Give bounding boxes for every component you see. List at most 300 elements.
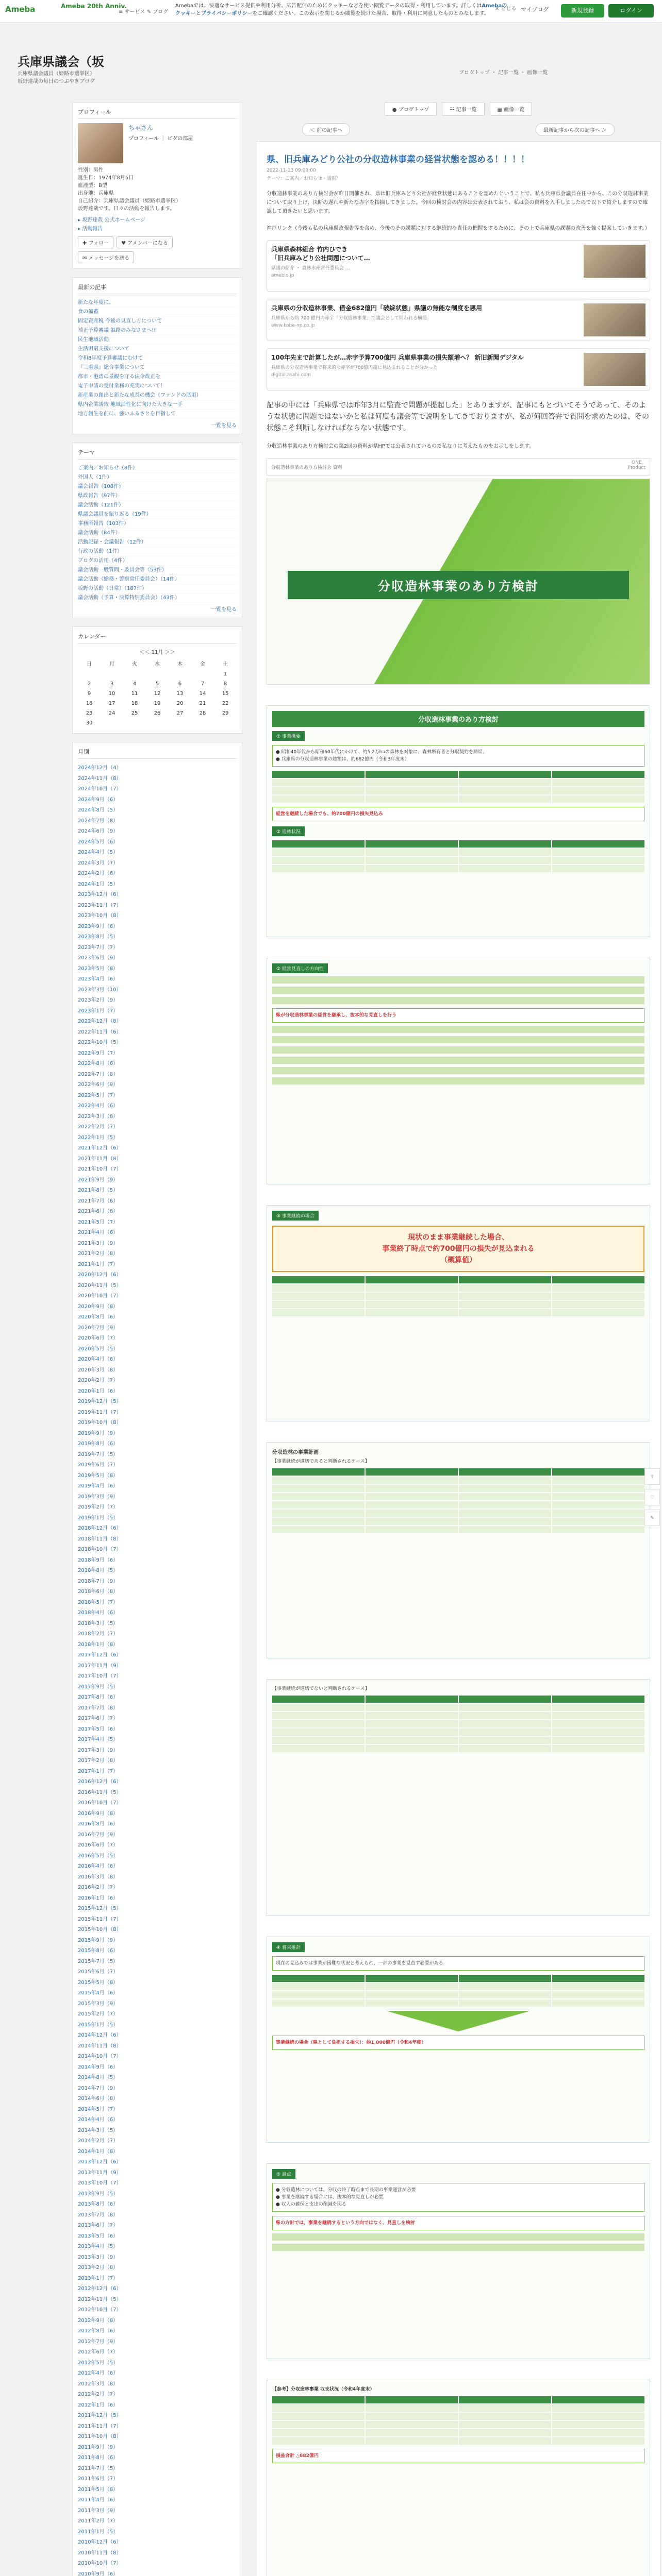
recent-article-link[interactable]: 生活困窮支援について (78, 345, 237, 354)
card-title: 兵庫県森林組合 竹内ひでき 「旧兵庫みどり公社問題について… (271, 246, 370, 262)
archive-month-link[interactable]: 2014年7月（9） (78, 2085, 119, 2091)
archive-month-link[interactable]: 2018年1月（8） (78, 1641, 119, 1648)
archive-month-link[interactable]: 2016年10月（7） (78, 1800, 122, 1806)
archive-month-link[interactable]: 2018年3月（5） (78, 1620, 119, 1626)
archive-month-link[interactable]: 2024年10月（7） (78, 786, 122, 792)
sidebar (72, 102, 242, 2576)
archive-month-link[interactable]: 2011年9月（9） (78, 2444, 119, 2450)
archive-month-link[interactable]: 2019年7月（5） (78, 1451, 119, 1458)
archive-month-link[interactable]: 2014年10月（7） (78, 2054, 122, 2059)
archive-month-link[interactable]: 2021年5月（7） (78, 1219, 119, 1225)
theme-link[interactable]: 議会報告（108件） (78, 482, 237, 492)
archive-month-link[interactable]: 2018年6月（8） (78, 1589, 119, 1595)
main-nav-button[interactable]: ▦ 画像一覧 (490, 102, 533, 116)
archive-month-link[interactable]: 2018年2月（7） (78, 1631, 119, 1637)
archive-month-link[interactable]: 2022年10月（5） (78, 1040, 122, 1045)
archive-month-link[interactable]: 2017年12月（6） (78, 1652, 122, 1658)
calendar-day[interactable]: 1 (223, 671, 227, 677)
archive-month-link[interactable]: 2023年8月（5） (78, 934, 119, 940)
calendar-day (123, 669, 146, 679)
calendar-day[interactable]: 16 (86, 701, 93, 706)
archive-month-link[interactable]: 2013年12月（6） (78, 2159, 122, 2165)
slide-line: ● 事業を継続する場合には、抜本的な見直しが必要 (276, 2195, 384, 2200)
archive-month-link[interactable]: 2015年3月（9） (78, 2001, 119, 2007)
archive-month-link[interactable]: 2017年9月（5） (78, 1684, 119, 1690)
slide-7-red: 県の方針では、事業を継続するという方向ではなく、見直しを検討 (272, 2216, 644, 2230)
archive-month-link[interactable]: 2016年3月（8） (78, 1874, 119, 1880)
archive-month-link[interactable]: 2022年4月（6） (78, 1103, 119, 1109)
slide-6 (267, 1937, 650, 2143)
archive-month-link[interactable]: 2012年4月（6） (78, 2370, 119, 2376)
archive-month-link[interactable]: 2013年6月（7） (78, 2223, 119, 2228)
amember-button[interactable]: ♥ アメンバーになる (117, 236, 173, 248)
archive-month-link[interactable]: 2013年11月（9） (78, 2170, 122, 2176)
archive-month-link[interactable]: 2012年8月（6） (78, 2328, 119, 2334)
archive-month-link[interactable]: 2015年10月（8） (78, 1927, 122, 1933)
theme-link[interactable]: 事務所報告（103件） (78, 519, 237, 529)
calendar-day[interactable]: 2 (87, 681, 91, 687)
archive-month-link[interactable]: 2011年6月（7） (78, 2476, 119, 2482)
archive-month-link[interactable]: 2021年11月（8） (78, 1156, 122, 1162)
archive-month-link[interactable]: 2017年11月（9） (78, 1663, 122, 1669)
archive-month-link[interactable]: 2021年3月（9） (78, 1240, 119, 1246)
calendar-day[interactable]: 19 (154, 701, 161, 706)
archive-month-link[interactable]: 2011年10月（8） (78, 2434, 122, 2439)
archive-month-link[interactable]: 2015年11月（7） (78, 1916, 122, 1922)
theme-link[interactable]: 坂野の活動（日常）（187件） (78, 584, 237, 594)
calendar-day (191, 669, 214, 679)
archive-month-link[interactable]: 2022年8月（6） (78, 1061, 119, 1066)
main-nav-button[interactable]: ☷ 記事一覧 (442, 102, 484, 116)
calendar-day[interactable]: 3 (110, 681, 114, 687)
archive-month-link[interactable]: 2013年3月（9） (78, 2254, 119, 2260)
cookie-notice (175, 2, 510, 18)
archive-month-link[interactable]: 2017年3月（9） (78, 1747, 119, 1753)
archive-month-link[interactable]: 2023年1月（7） (78, 1008, 119, 1014)
archive-month-link[interactable]: 2024年11月（8） (78, 775, 122, 782)
archive-month-link[interactable]: 2015年6月（7） (78, 1969, 119, 1975)
main-nav-button[interactable]: ● ブログトップ (385, 102, 437, 116)
archive-month-link[interactable]: 2017年8月（6） (78, 1694, 119, 1700)
follow-button[interactable]: ✚ フォロー (78, 236, 113, 248)
archive-month-link[interactable]: 2024年12月（4） (78, 765, 122, 771)
main-content (256, 102, 661, 2576)
theme-link[interactable]: 県議会議員を振り返る（19件） (78, 510, 237, 519)
my-blog-link[interactable]: マイブログ (521, 6, 549, 13)
floating-share-bar (644, 1468, 660, 1530)
archive-month-link[interactable]: 2014年8月（5） (78, 2075, 119, 2080)
recent-article-link[interactable]: 補正予算審議 姫路のみなさまへ!! (78, 326, 237, 335)
archive-month-link[interactable]: 2017年5月（6） (78, 1726, 119, 1732)
archive-month-link[interactable]: 2011年7月（5） (78, 2465, 119, 2471)
archive-month-link[interactable]: 2016年4月（6） (78, 1863, 119, 1869)
archive-month-link[interactable]: 2019年2月（7） (78, 1504, 119, 1510)
comment-icon[interactable]: ✎ (644, 1510, 660, 1526)
embed-title: 分収造林事業のあり方検討会 資料 (271, 465, 342, 470)
theme-link[interactable]: 議会活動（予算・決算特別委員会）（43件） (78, 594, 237, 603)
archive-month-link[interactable]: 2012年12月（6） (78, 2286, 122, 2292)
archive-month-link[interactable]: 2024年4月（5） (78, 850, 119, 855)
calendar-day[interactable]: 18 (131, 701, 138, 706)
like-icon[interactable]: ♡ (644, 1489, 660, 1505)
archive-month-link[interactable]: 2024年7月（8） (78, 818, 119, 824)
recent-article-link[interactable]: 地方創生を前に、強いふるさとを目指して (78, 410, 237, 419)
archive-month-link[interactable]: 2017年1月（7） (78, 1768, 119, 1774)
archive-month-link[interactable]: 2015年12月（5） (78, 1906, 122, 1911)
archive-month-link[interactable]: 2013年9月（5） (78, 2191, 119, 2197)
archive-month-link[interactable]: 2024年3月（7） (78, 860, 119, 866)
recent-article-link[interactable]: 『三重県』総合事業について (78, 363, 237, 372)
link-card-2[interactable] (267, 299, 650, 341)
calendar-day[interactable]: 17 (108, 701, 115, 706)
archive-month-link[interactable]: 2010年9月（6） (78, 2571, 119, 2576)
archive-month-link[interactable]: 2014年11月（8） (78, 2043, 122, 2049)
message-button[interactable]: ✉ メッセージを送る (78, 251, 134, 263)
calendar-day[interactable]: 11 (131, 691, 138, 697)
archive-month-link[interactable]: 2020年8月（6） (78, 1314, 119, 1320)
archive-month-link[interactable]: 2023年3月（10） (78, 987, 122, 993)
document-embed[interactable] (267, 458, 650, 476)
archive-month-link[interactable]: 2011年3月（9） (78, 2507, 119, 2514)
archive-month-link[interactable]: 2021年2月（8） (78, 1251, 119, 1257)
avatar[interactable] (78, 123, 123, 163)
slide-2 (267, 958, 650, 1184)
archive-month-link[interactable]: 2017年4月（5） (78, 1737, 119, 1742)
archive-month-link[interactable]: 2022年5月（7） (78, 1092, 119, 1098)
archive-month-link[interactable]: 2024年1月（5） (78, 881, 119, 887)
archive-month-link[interactable]: 2023年12月（6） (78, 892, 122, 897)
slide-5 (267, 1679, 650, 1916)
archive-month-link[interactable]: 2013年10月（7） (78, 2180, 122, 2186)
archive-month-link[interactable]: 2018年5月（7） (78, 1599, 119, 1605)
archive-month-link[interactable]: 2015年7月（5） (78, 1958, 119, 1964)
archive-month-link[interactable]: 2020年9月（8） (78, 1303, 119, 1310)
archive-month-link[interactable]: 2014年9月（6） (78, 2064, 119, 2070)
archive-month-link[interactable]: 2022年1月（5） (78, 1134, 119, 1141)
recent-article-link[interactable]: 新産業の創出と新たな成長の機会（ファンドの活用） (78, 391, 237, 400)
calendar-day[interactable]: 26 (154, 710, 161, 716)
calendar-day[interactable]: 14 (199, 691, 206, 697)
archive-month-link[interactable]: 2021年9月（9） (78, 1177, 119, 1183)
archive-month-link[interactable]: 2022年11月（6） (78, 1029, 122, 1035)
recent-article-link[interactable]: 固定資産税 今後の見直し方について (78, 317, 237, 326)
archive-month-link[interactable]: 2012年10月（7） (78, 2307, 122, 2313)
calendar-day[interactable]: 24 (108, 710, 115, 716)
archive-month-link[interactable]: 2011年2月（7） (78, 2518, 119, 2524)
recent-heading: 最新の記事 (78, 283, 237, 294)
archive-month-link[interactable]: 2013年2月（8） (78, 2265, 119, 2270)
archive-month-link[interactable]: 2024年5月（6） (78, 839, 119, 845)
archive-month-link[interactable]: 2019年3月（9） (78, 1494, 119, 1500)
slide-4-sub: 【事業継続が適切であると判断されるケース】 (272, 1459, 370, 1464)
prev-article-button[interactable]: ＜ 前の記事へ (302, 123, 350, 136)
calendar-day (214, 718, 237, 728)
archive-month-link[interactable]: 2017年10月（7） (78, 1673, 122, 1679)
archive-month-link[interactable]: 2023年2月（9） (78, 997, 119, 1003)
archive-month-link[interactable]: 2020年12月（6） (78, 1272, 122, 1278)
article-title[interactable]: 県、旧兵庫みどり公社の分収造林事業の経営状態を認める！！！！ (267, 155, 529, 165)
archive-month-link[interactable]: 2021年4月（6） (78, 1230, 119, 1235)
archive-month-link[interactable]: 2012年9月（8） (78, 2317, 119, 2324)
archive-month-link[interactable]: 2011年1月（5） (78, 2529, 119, 2535)
calendar-day (123, 718, 146, 728)
archive-month-link[interactable]: 2023年11月（7） (78, 902, 122, 908)
calendar-day[interactable]: 22 (222, 701, 229, 706)
share-icon[interactable]: ⇪ (644, 1468, 660, 1485)
recent-article-link[interactable]: 県内企業誘致 地域活性化に向けた大きな一手 (78, 400, 237, 410)
archive-month-link[interactable]: 2012年5月（5） (78, 2360, 119, 2366)
recent-article-link[interactable]: 新たな年度に。 (78, 298, 237, 308)
archive-month-link[interactable]: 2013年1月（7） (78, 2275, 119, 2281)
link-card-3[interactable] (267, 348, 650, 391)
slide-cover-title: 分収造林事業のあり方検討 (288, 571, 629, 599)
archive-month-link[interactable]: 2020年3月（8） (78, 1367, 119, 1373)
slide-line: ● 兵庫県の分収造林事業の総額は、約682億円（令和3年度末） (276, 757, 409, 762)
archive-month-link[interactable]: 2016年6月（7） (78, 1842, 119, 1848)
theme-link[interactable]: 活動記録・会議報告（12件） (78, 538, 237, 547)
theme-link[interactable]: 県政報告（97件） (78, 492, 237, 501)
calendar-day[interactable]: 28 (199, 710, 206, 716)
archive-month-link[interactable]: 2022年3月（8） (78, 1113, 119, 1120)
recent-article-link[interactable]: 電子申請の受付業務の充実について！ (78, 382, 237, 391)
calendar-month[interactable]: ＜＜ 11月 ＞＞ (139, 650, 175, 655)
recent-list (78, 298, 237, 419)
archive-month-link[interactable]: 2013年8月（6） (78, 2201, 119, 2207)
archive-month-link[interactable]: 2023年7月（7） (78, 944, 119, 951)
archive-month-link[interactable]: 2019年6月（7） (78, 1462, 119, 1468)
archive-month-link[interactable]: 2011年5月（8） (78, 2486, 119, 2493)
archive-month-link[interactable]: 2011年12月（5） (78, 2413, 122, 2418)
archive-month-link[interactable]: 2020年4月（6） (78, 1357, 119, 1362)
archive-month-link[interactable]: 2024年6月（9） (78, 828, 119, 834)
archive-month-link[interactable]: 2020年1月（6） (78, 1388, 119, 1394)
calendar-day[interactable]: 25 (131, 710, 138, 716)
archive-month-link[interactable]: 2015年5月（8） (78, 1979, 119, 1986)
calendar-day[interactable]: 5 (155, 681, 159, 687)
archive-month-link[interactable]: 2021年8月（5） (78, 1188, 119, 1193)
slide-8-heading: 【参考】分収造林事業 収支状況（令和4年度末） (272, 2387, 375, 2392)
calendar-day[interactable]: 15 (222, 691, 229, 697)
calendar-day[interactable]: 27 (176, 710, 184, 716)
blog-title[interactable]: 兵庫県議会（坂 (18, 55, 104, 69)
theme-link[interactable]: 議会活動（84件） (78, 529, 237, 538)
archive-month-link[interactable]: 2019年9月（9） (78, 1430, 119, 1436)
archive-month-link[interactable]: 2019年11月（7） (78, 1409, 122, 1415)
archive-month-link[interactable]: 2010年11月（8） (78, 2550, 122, 2556)
next-article-button[interactable]: 最新記事から次の記事へ ＞ (536, 123, 615, 136)
archive-month-link[interactable]: 2011年8月（6） (78, 2455, 119, 2461)
register-button[interactable]: 新規登録 (561, 4, 604, 18)
archive-month-link[interactable]: 2020年6月（7） (78, 1335, 119, 1341)
archive-month-link[interactable]: 2015年9月（9） (78, 1937, 119, 1943)
archive-month-link[interactable]: 2012年2月（7） (78, 2392, 119, 2397)
calendar-day-header: 木 (177, 662, 183, 667)
profile-line: 坂野達哉です。日々の活動を報告します。 (78, 206, 175, 212)
archive-month-link[interactable]: 2016年7月（9） (78, 1832, 119, 1838)
archive-month-link[interactable]: 2021年1月（7） (78, 1261, 119, 1267)
calendar-day[interactable]: 12 (154, 691, 161, 697)
calendar-day[interactable]: 20 (176, 701, 184, 706)
archive-month-link[interactable]: 2018年8月（5） (78, 1568, 119, 1573)
archive-month-link[interactable]: 2014年5月（7） (78, 2106, 119, 2112)
profile-name[interactable]: ちゃさん (128, 124, 154, 131)
archive-month-link[interactable]: 2020年5月（5） (78, 1346, 119, 1352)
theme-more-link[interactable]: 一覧を見る (211, 607, 237, 613)
archive-month-link[interactable]: 2016年2月（7） (78, 1885, 119, 1890)
theme-link[interactable]: ご案内／お知らせ（8件） (78, 464, 237, 473)
archive-month-link[interactable]: 2023年9月（6） (78, 923, 119, 929)
archive-month-link[interactable]: 2012年1月（6） (78, 2402, 119, 2408)
archive-month-link[interactable]: 2018年12月（6） (78, 1526, 122, 1531)
archive-month-link[interactable]: 2023年4月（6） (78, 976, 119, 982)
archive-month-link[interactable]: 2019年5月（8） (78, 1472, 119, 1479)
profile-link[interactable]: ▸ 活動報告 (78, 226, 103, 232)
calendar-day-header: 金 (200, 662, 205, 667)
archive-month-link[interactable]: 2015年1月（5） (78, 2022, 119, 2028)
privacy-link[interactable]: プライバシーポリシー (201, 11, 253, 16)
archive-month-link[interactable]: 2014年6月（8） (78, 2096, 119, 2102)
archive-month-link[interactable]: 2023年6月（9） (78, 955, 119, 961)
archive-month-link[interactable]: 2022年7月（8） (78, 1071, 119, 1077)
theme-link[interactable]: 議会活動（総務・警察常任委員会）（14件） (78, 575, 237, 584)
archive-month-link[interactable]: 2023年5月（8） (78, 965, 119, 972)
cookie-link[interactable]: Amebaのクッキー (175, 3, 507, 16)
calendar-day[interactable]: 29 (222, 710, 229, 716)
archive-month-link[interactable]: 2016年8月（6） (78, 1821, 119, 1827)
archive-month-link[interactable]: 2013年5月（6） (78, 2233, 119, 2239)
archive-month-link[interactable]: 2024年2月（6） (78, 871, 119, 876)
login-button[interactable]: ログイン (608, 4, 654, 18)
theme-link[interactable]: ブログの活用（4件） (78, 556, 237, 566)
calendar-day (146, 669, 169, 679)
archive-month-link[interactable]: 2014年2月（7） (78, 2138, 119, 2144)
archive-month-link[interactable]: 2014年4月（6） (78, 2117, 119, 2123)
theme-link[interactable]: 議会活動一般質問・委員会等（53件） (78, 566, 237, 575)
archive-month-link[interactable]: 2017年2月（8） (78, 1758, 119, 1764)
link-card-1[interactable] (267, 240, 650, 292)
archive-month-link[interactable]: 2015年8月（6） (78, 1948, 119, 1954)
archive-month-link[interactable]: 2022年12月（8） (78, 1019, 122, 1024)
close-notice-button[interactable]: ✕ とじる (495, 6, 517, 12)
recent-article-link[interactable]: 食の備蓄 (78, 308, 237, 317)
archive-month-link[interactable]: 2018年9月（6） (78, 1557, 119, 1563)
calendar-day[interactable]: 9 (87, 691, 91, 697)
archive-month-link[interactable]: 2016年9月（8） (78, 1810, 119, 1817)
recent-article-link[interactable]: 令和8年度予算審議にむけて (78, 354, 237, 363)
archive-month-link[interactable]: 2012年3月（8） (78, 2381, 119, 2387)
archive-month-link[interactable]: 2019年8月（6） (78, 1441, 119, 1447)
archive-month-link[interactable]: 2016年5月（5） (78, 1853, 119, 1859)
calendar-day[interactable]: 21 (199, 701, 206, 706)
archive-month-link[interactable]: 2012年6月（7） (78, 2349, 119, 2355)
ameba-20th-logo: Ameba 20th Anniv. (61, 3, 127, 10)
recent-more-link[interactable]: 一覧を見る (211, 423, 237, 429)
archive-month-link[interactable]: 2023年10月（8） (78, 913, 122, 919)
archive-month-link[interactable]: 2014年1月（8） (78, 2148, 119, 2155)
archive-month-link[interactable]: 2024年8月（5） (78, 807, 119, 813)
archive-month-link[interactable]: 2022年9月（7） (78, 1050, 119, 1056)
card-title: 兵庫県の分収造林事業、借金682億円「破綻状態」県議の無能な制度を悪用 (271, 304, 483, 312)
archive-month-link[interactable]: 2020年11月（5） (78, 1282, 122, 1289)
archive-month-link[interactable]: 2014年12月（6） (78, 2032, 122, 2038)
archive-month-link[interactable]: 2022年6月（9） (78, 1082, 119, 1088)
archive-month-link[interactable]: 2015年2月（7） (78, 2011, 119, 2017)
archive-month-link[interactable]: 2012年11月（5） (78, 2296, 122, 2302)
archive-month-link[interactable]: 2020年7月（9） (78, 1325, 119, 1331)
ameba-logo[interactable]: Ameba (5, 5, 36, 14)
archive-month-link[interactable]: 2015年4月（6） (78, 1990, 119, 1996)
slide-4 (267, 1442, 650, 1658)
archive-month-link[interactable]: 2013年4月（5） (78, 2244, 119, 2249)
archive-month-link[interactable]: 2016年12月（6） (78, 1779, 122, 1785)
archive-month-link[interactable]: 2019年12月（5） (78, 1399, 122, 1404)
archive-month-link[interactable]: 2013年7月（8） (78, 2212, 119, 2218)
calendar-day[interactable]: 7 (201, 681, 205, 687)
archive-month-link[interactable]: 2018年7月（9） (78, 1578, 119, 1584)
archive-month-link[interactable]: 2019年10月（8） (78, 1420, 122, 1426)
card-url: digital.asahi.com (271, 372, 311, 378)
theme-link[interactable]: 行政の活動（1件） (78, 547, 237, 556)
calendar-day[interactable]: 10 (108, 691, 115, 697)
archive-month-link[interactable]: 2018年4月（6） (78, 1610, 119, 1616)
archive-month-link[interactable]: 2021年10月（7） (78, 1166, 122, 1172)
article-date: 2022-11-13 09:00:00 (267, 168, 316, 173)
archive-month-link[interactable]: 2017年6月（7） (78, 1716, 119, 1721)
article-theme[interactable]: テーマ：ご案内／お知らせ・議報？ (267, 176, 341, 181)
archive-month-link[interactable]: 2016年1月（6） (78, 1895, 119, 1901)
calendar-day[interactable]: 4 (133, 681, 137, 687)
profile-sub[interactable]: プロフィール ｜ ピグの部屋 (128, 136, 193, 142)
archive-month-link[interactable]: 2017年7月（8） (78, 1705, 119, 1711)
calendar-day[interactable]: 30 (86, 720, 93, 726)
archive-month-link[interactable]: 2018年11月（8） (78, 1536, 122, 1542)
slide-7-tag: ⑤ 論点 (272, 2169, 295, 2179)
slide-4-heading: 分収造林の事業計画 (272, 1450, 319, 1455)
archive-month-link[interactable]: 2010年12月（6） (78, 2539, 122, 2545)
archive-month-link[interactable]: 2020年10月（7） (78, 1293, 122, 1299)
slide-6-text: 現在の見込みでは事業が困難な状況と考えられ、一部の事業を見直す必要がある (272, 1956, 644, 1971)
calendar-day[interactable]: 6 (178, 681, 182, 687)
calendar-day[interactable]: 23 (86, 710, 93, 716)
archive-month-link[interactable]: 2019年1月（5） (78, 1515, 119, 1521)
archive-month-link[interactable]: 2021年12月（6） (78, 1145, 122, 1151)
archive-month-link[interactable]: 2020年2月（7） (78, 1378, 119, 1383)
calendar-day[interactable]: 8 (223, 681, 227, 687)
archive-month-link[interactable]: 2024年9月（6） (78, 796, 119, 803)
archive-month-link[interactable]: 2019年4月（6） (78, 1483, 119, 1489)
top-nav[interactable]: ≡ サービス ✎ ブログ (119, 9, 169, 15)
archive-month-link[interactable]: 2011年4月（6） (78, 2497, 119, 2503)
profile-link[interactable]: ▸ 坂野達哉 公式ホームページ (78, 217, 146, 223)
calendar-day[interactable]: 13 (176, 691, 184, 697)
archive-month-link[interactable]: 2016年11月（5） (78, 1789, 122, 1795)
slide-1-lines (272, 745, 644, 767)
theme-link[interactable]: 外国人（1件） (78, 473, 237, 482)
archive-month-link[interactable]: 2010年10月（7） (78, 2561, 122, 2566)
archive-month-link[interactable]: 2014年3月（5） (78, 2127, 119, 2133)
archive-month-link[interactable]: 2012年7月（9） (78, 2338, 119, 2345)
archive-month-link[interactable]: 2018年10月（7） (78, 1547, 122, 1552)
calendar-day (169, 669, 191, 679)
archive-month-link[interactable]: 2011年11月（7） (78, 2423, 122, 2429)
theme-link[interactable]: 議会活動（121件） (78, 501, 237, 510)
recent-article-link[interactable]: 都市・港湾の景観を守る法令改正を (78, 372, 237, 382)
archive-month-link[interactable]: 2021年7月（6） (78, 1198, 119, 1204)
archive-month-link[interactable]: 2021年6月（8） (78, 1209, 119, 1214)
blog-links[interactable]: ブログトップ ・ 記事一覧 ・ 画像一覧 (459, 70, 548, 76)
archive-month-link[interactable]: 2022年2月（7） (78, 1124, 119, 1130)
recent-article-link[interactable]: 民生地域活動 (78, 335, 237, 345)
